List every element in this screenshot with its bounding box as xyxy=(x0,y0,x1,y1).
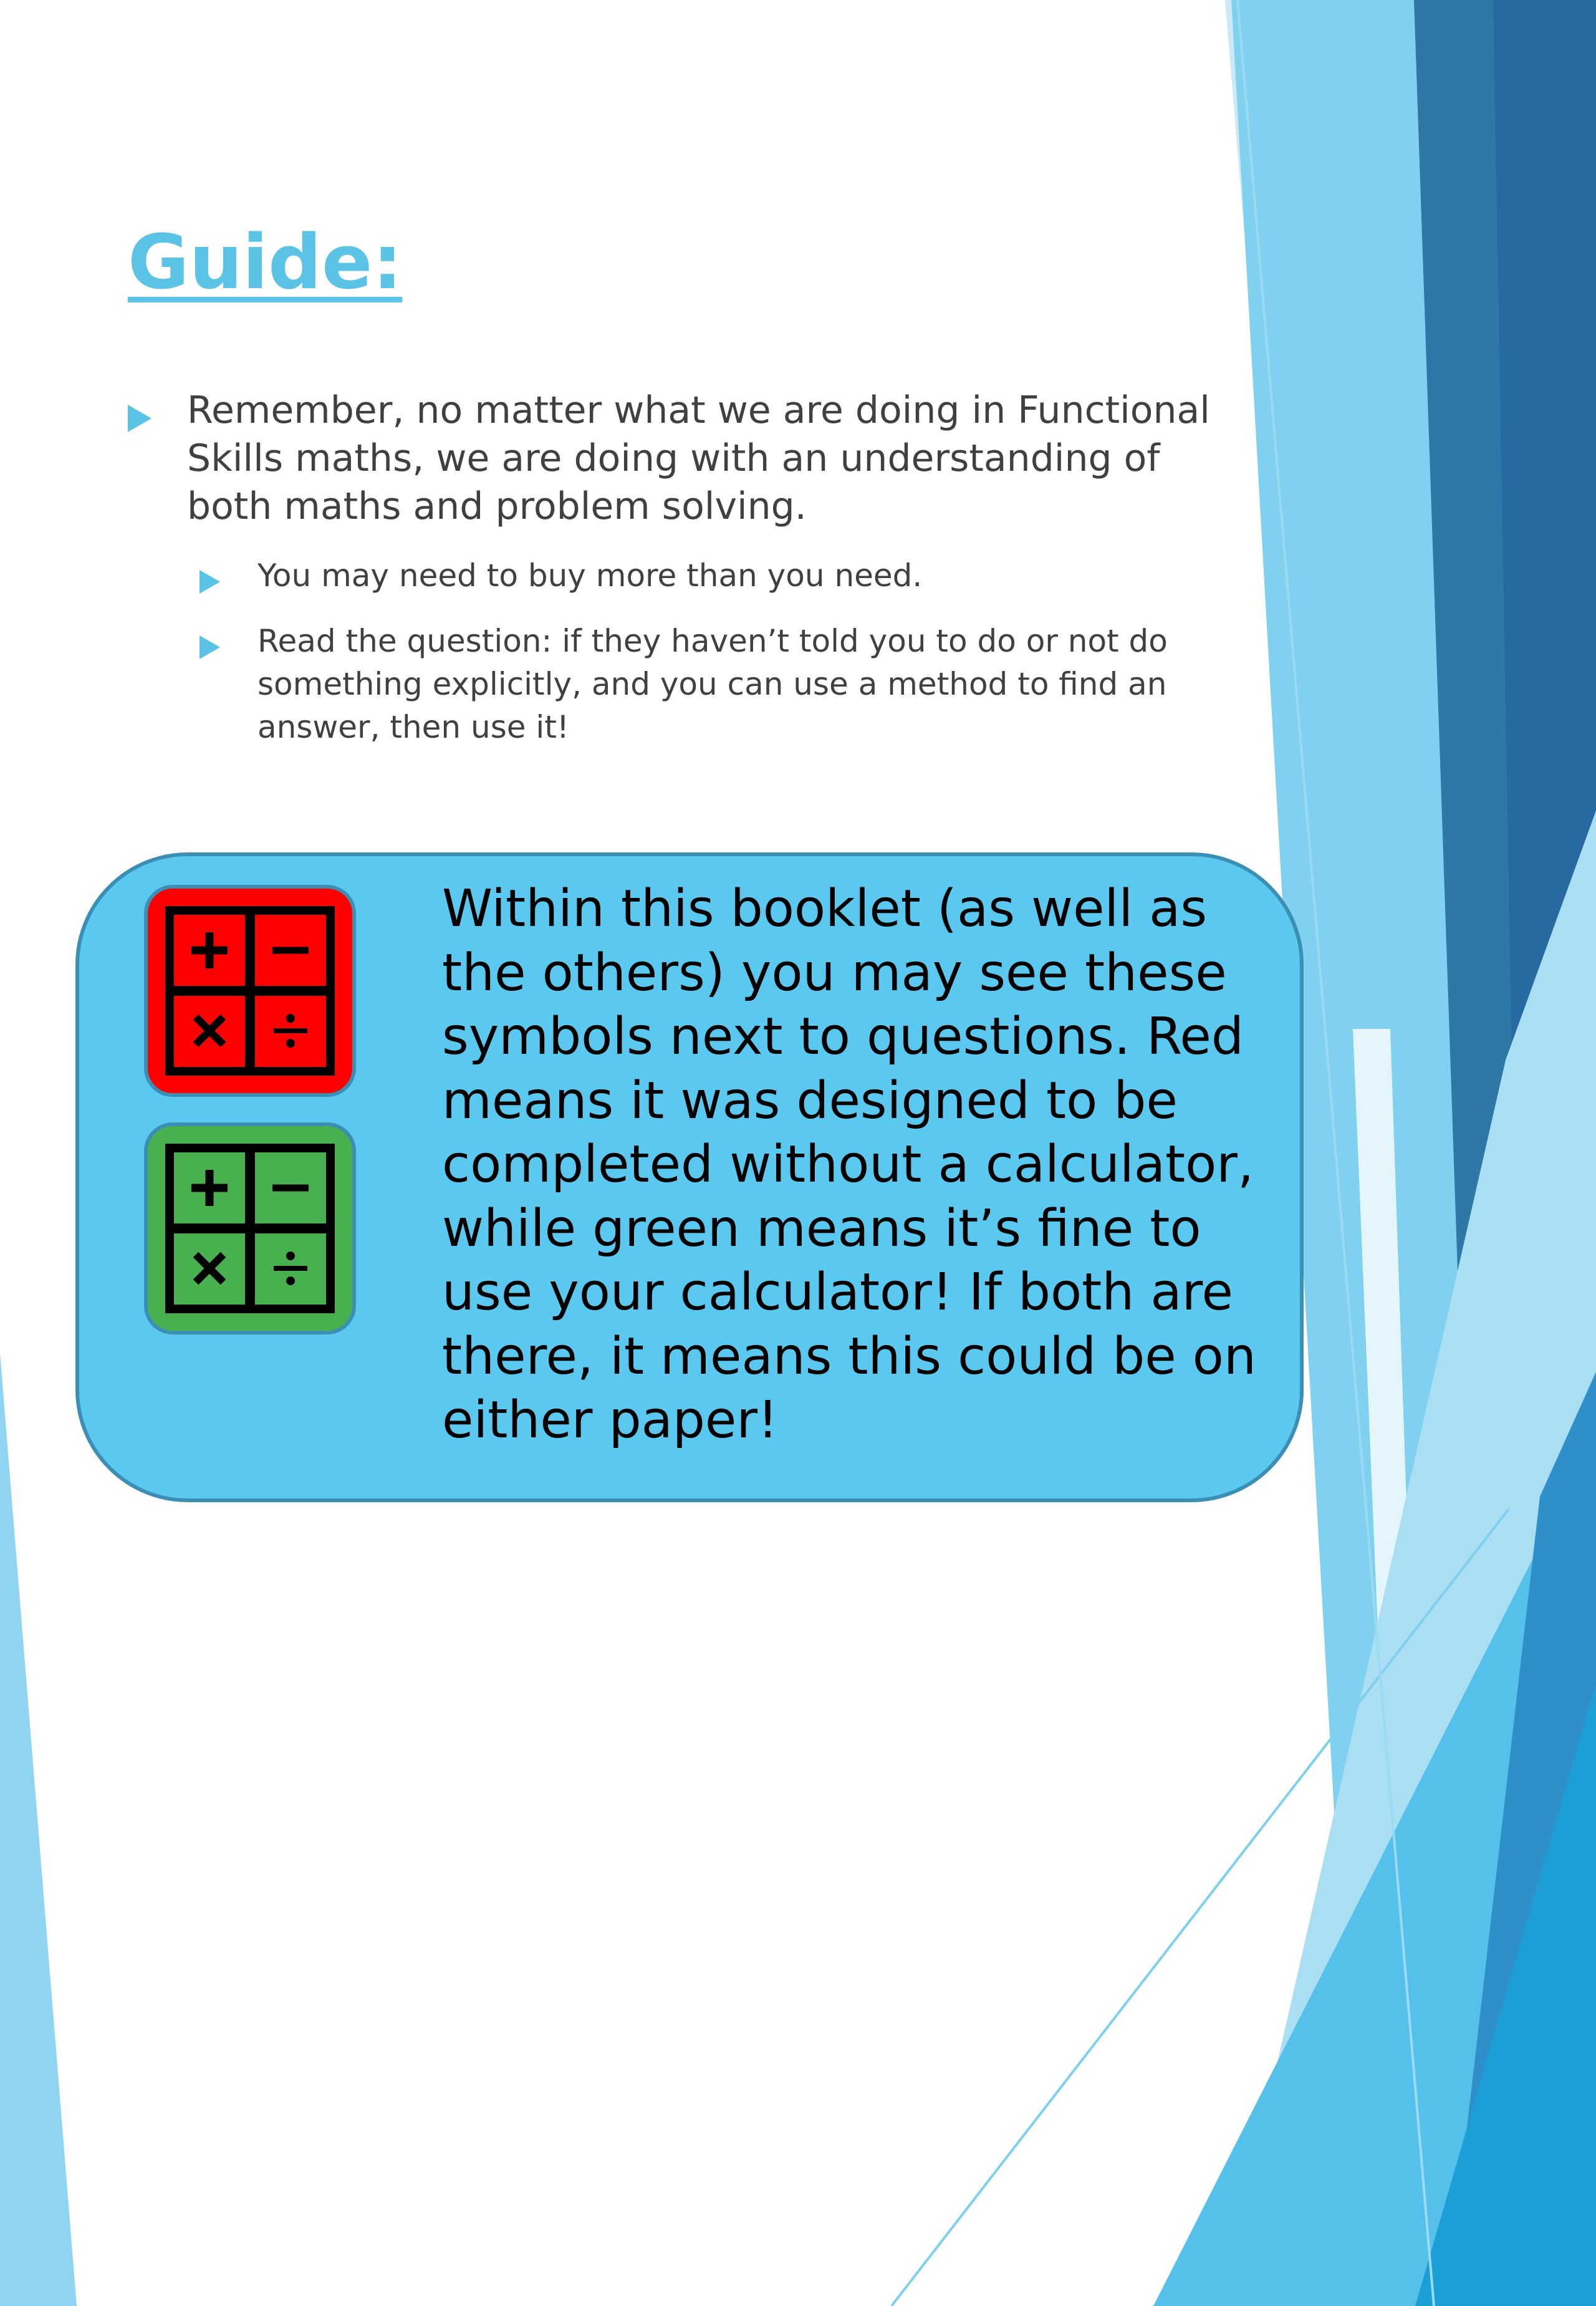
calculator-icon-red xyxy=(144,885,356,1097)
sub-bullet-item xyxy=(200,620,1250,749)
page-title: Guide: xyxy=(128,220,403,306)
bullet-item xyxy=(128,387,1250,531)
calculator-info-box xyxy=(75,852,1304,1502)
background-left-sliver xyxy=(0,1353,77,2306)
guide-bullet-list xyxy=(128,387,1250,749)
calculator-symbol-green xyxy=(165,1144,335,1313)
bullet-text: Remember, no matter what we are doing in Functional Skills maths, we are doing with an understanding of both maths and problem solving. xyxy=(187,388,1210,528)
triangle-bullet-icon xyxy=(200,570,220,594)
triangle-bullet-icon xyxy=(200,635,220,659)
triangle-bullet-icon xyxy=(128,405,151,432)
calculator-info-text: Within this booklet (as well as the others) you may see these symbols next to questions. Red means it was designed to be completed without a calculator, while green means it’s fine to use your calculator! If both are there, it means this could be on either paper! xyxy=(442,879,1256,1450)
sub-bullet-text: You may need to buy more than you need. xyxy=(257,557,923,594)
calculator-symbol-red xyxy=(165,906,335,1076)
calculator-icon-green xyxy=(144,1122,356,1334)
sub-bullet-text: Read the question: if they haven’t told you to do or not do something explicitly, and you can use a method to find an answer, then use it! xyxy=(257,623,1168,745)
sub-bullet-item xyxy=(200,554,1250,597)
